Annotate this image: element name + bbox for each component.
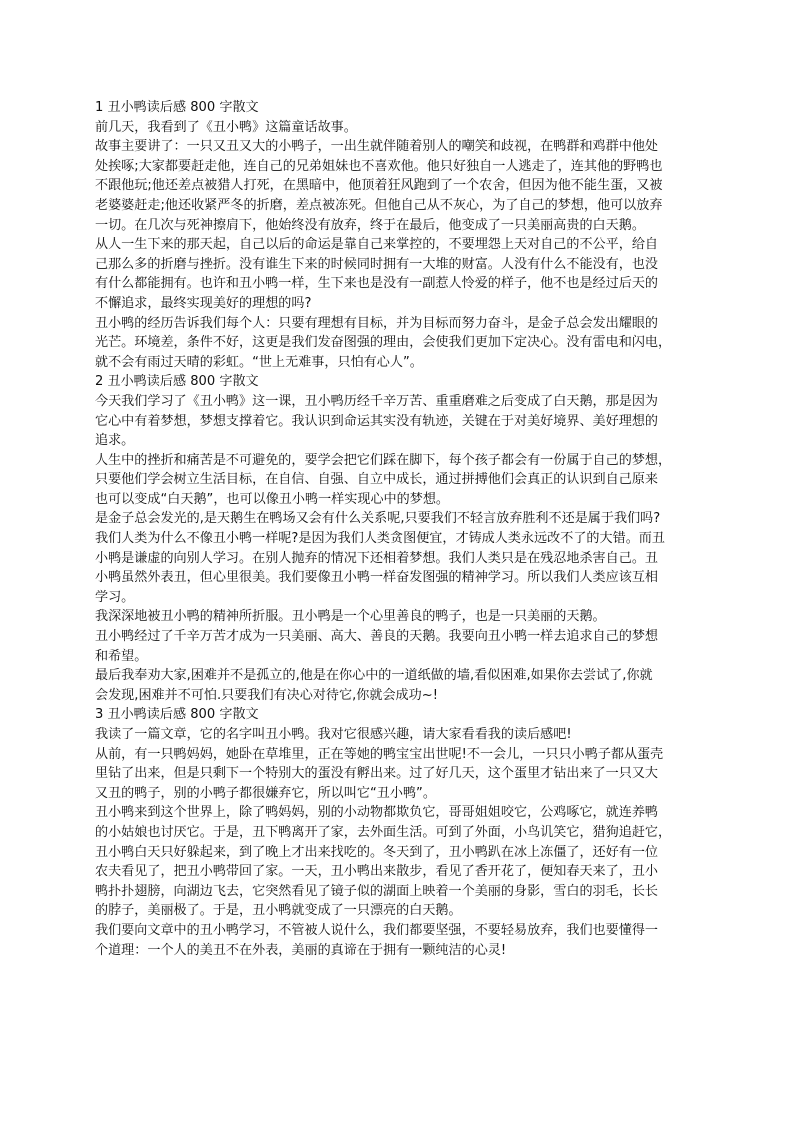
- paragraph: [95, 314, 699, 373]
- document-page: [95, 98, 699, 960]
- text-line: 它心中有着梦想，梦想支撑着它。我认识到命运其实没有轨迹，关键在于对美好境界、美好理想的: [95, 413, 659, 429]
- paragraph: [95, 509, 699, 529]
- paragraph: [95, 607, 699, 627]
- essay-3: [95, 705, 699, 960]
- text-line: 鸭扑扑翅膀，向湖边飞去，它突然看见了镜子似的湖面上映着一个美丽的身影，雪白的羽毛，长长: [95, 883, 659, 899]
- paragraph: [95, 137, 699, 235]
- paragraph: [95, 118, 699, 138]
- text-line: 丑小鸭的经历告诉我们每个人：只要有理想有目标，并为目标而努力奋斗，是金子总会发出耀眼的: [95, 315, 659, 331]
- text-line: 我们人类为什么不像丑小鸭一样呢?是因为我们人类贪图便宜，才铸成人类永远改不了的大错。而丑: [95, 531, 665, 547]
- text-line: 小鸭是谦虚的向别人学习。在别人抛弃的情况下还相着梦想。我们人类只是在残忍地杀害自己。丑: [95, 550, 659, 566]
- essay-title: 3 丑小鸭读后感 800 字散文: [95, 707, 259, 723]
- paragraph: [95, 725, 699, 745]
- text-line: 人生中的挫折和痛苦是不可避免的，要学会把它们踩在脚下，每个孩子都会有一份属于自己的梦想，: [95, 452, 672, 468]
- text-line: 的脖子，美丽极了。于是，丑小鸭就变成了一只漂亮的白天鹅。: [95, 903, 462, 919]
- paragraph: [95, 529, 699, 607]
- text-line: 从前，有一只鸭妈妈，她卧在草堆里，正在等她的鸭宝宝出世呢!不一会儿，一只只小鸭子都从蛋壳: [95, 746, 664, 762]
- text-line: 前几天，我看到了《丑小鸭》这篇童话故事。: [95, 119, 357, 135]
- text-line: 处挨啄;大家都要赶走他，连自己的兄弟姐妹也不喜欢他。他只好独自一人逃走了，连其他的野鸭也: [95, 158, 663, 174]
- essay-title: 1 丑小鸭读后感 800 字散文: [95, 100, 259, 115]
- paragraph: [95, 745, 699, 804]
- text-line: 我们要向文章中的丑小鸭学习，不管被人说什么，我们都要坚强，不要轻易放弃，我们也要懂得一: [95, 922, 659, 938]
- text-line: 农夫看见了，把丑小鸭带回了家。一天，丑小鸭出来散步，看见了香开花了，便知春天来了，丑小: [95, 864, 659, 880]
- text-line: 光芒。环境差，条件不好，这更是我们发奋图强的理由，会使我们更加下定决心。没有雷电和闪电，: [95, 335, 672, 351]
- paragraph: [95, 451, 699, 510]
- text-line: 追求。: [95, 433, 135, 449]
- text-line: 和希望。: [95, 648, 148, 664]
- paragraph: [95, 803, 699, 921]
- essay-1: [95, 98, 699, 372]
- text-line: 一切。在几次与死神擦肩下，他始终没有放弃，终于在最后，他变成了一只美丽高贵的白天鹅。: [95, 217, 645, 233]
- paragraph: [95, 392, 699, 451]
- text-line: 今天我们学习了《丑小鸭》这一课，丑小鸭历经千辛万苦、重重磨难之后变成了白天鹅，那是因为: [95, 393, 659, 409]
- text-line: 己那么多的折磨与挫折。没有谁生下来的时候同时拥有一大堆的财富。人没有什么不能没有，也没: [95, 256, 659, 272]
- text-line: 里钻了出来，但是只剩下一个特别大的蛋没有孵出来。过了好几天，这个蛋里才钻出来了一只又大: [95, 766, 659, 782]
- text-line: 学习。: [95, 589, 135, 605]
- text-line: 个道理：一个人的美丑不在外表，美丽的真谛在于拥有一颗纯洁的心灵!: [95, 942, 507, 958]
- text-line: 又丑的鸭子，别的小鸭子都很嫌弃它，所以叫它“丑小鸭”。: [95, 785, 436, 801]
- text-line: 会发现,困难并不可怕.只要我们有决心对待它,你就会成功~!: [95, 687, 438, 703]
- text-line: 我深深地被丑小鸭的精神所折服。丑小鸭是一个心里善良的鸭子，也是一只美丽的天鹅。: [95, 609, 606, 625]
- text-line: 丑小鸭经过了千辛万苦才成为一只美丽、高大、善良的天鹅。我要向丑小鸭一样去追求自己的梦想: [95, 629, 659, 645]
- paragraph: [95, 666, 699, 705]
- text-line: 只要他们学会树立生活目标，在自信、自强、自立中成长，通过拼搏他们会真正的认识到自己原来: [95, 472, 659, 488]
- text-line: 有什么都能拥有。也许和丑小鸭一样，生下来也是没有一副惹人怜爱的样子，他不也是经过后天的: [95, 276, 659, 292]
- text-line: 最后我奉劝大家,困难并不是孤立的,他是在你心中的一道纸做的墙,看似困难,如果你去尝试了,你就: [95, 668, 653, 684]
- text-line: 是金子总会发光的,是天鹅生在鸭场又会有什么关系呢,只要我们不轻言放弃胜利不还是属于我们吗?: [95, 511, 661, 527]
- essay-2: [95, 372, 699, 705]
- paragraph: [95, 627, 699, 666]
- text-line: 故事主要讲了：一只又丑又大的小鸭子，一出生就伴随着别人的嘲笑和歧视，在鸭群和鸡群中他处: [95, 139, 659, 155]
- text-line: 我读了一篇文章，它的名字叫丑小鸭。我对它很感兴趣，请大家看看我的读后感吧!: [95, 727, 572, 742]
- paragraph: [95, 235, 699, 313]
- text-line: 就不会有雨过天晴的彩虹。“世上无难事，只怕有心人”。: [95, 354, 423, 370]
- text-line: 丑小鸭来到这个世界上，除了鸭妈妈，别的小动物都欺负它，哥哥姐姐咬它，公鸡啄它，就连养鸭: [95, 805, 659, 821]
- text-line: 丑小鸭白天只好躲起来，到了晚上才出来找吃的。冬天到了，丑小鸭趴在冰上冻僵了，还好有一位: [95, 844, 659, 860]
- text-line: 老婆婆赶走;他还收紧严冬的折磨，差点被冻死。但他自己从不灰心，为了自己的梦想，他可以放弃: [95, 197, 663, 213]
- text-line: 小鸭虽然外表丑，但心里很美。我们要像丑小鸭一样奋发图强的精神学习。所以我们人类应该互相: [95, 570, 659, 586]
- text-line: 也可以变成“白天鹅”，也可以像丑小鸭一样实现心中的梦想。: [95, 491, 450, 507]
- text-line: 的小姑娘也讨厌它。于是，丑下鸭离开了家，去外面生活。可到了外面，小鸟讥笑它，猎狗追赶它，: [95, 824, 672, 840]
- text-line: 从人一生下来的那天起，自己以后的命运是靠自己来掌控的，不要埋怨上天对自己的不公平，给自: [95, 237, 659, 253]
- text-line: 不跟他玩;他还差点被猎人打死，在黑暗中，他顶着狂风跑到了一个农舍，但因为他不能生蛋，又被: [95, 178, 663, 194]
- essay-title: 2 丑小鸭读后感 800 字散文: [95, 374, 259, 390]
- paragraph: [95, 921, 699, 960]
- text-line: 不懈追求，最终实现美好的理想的吗?: [95, 295, 312, 311]
